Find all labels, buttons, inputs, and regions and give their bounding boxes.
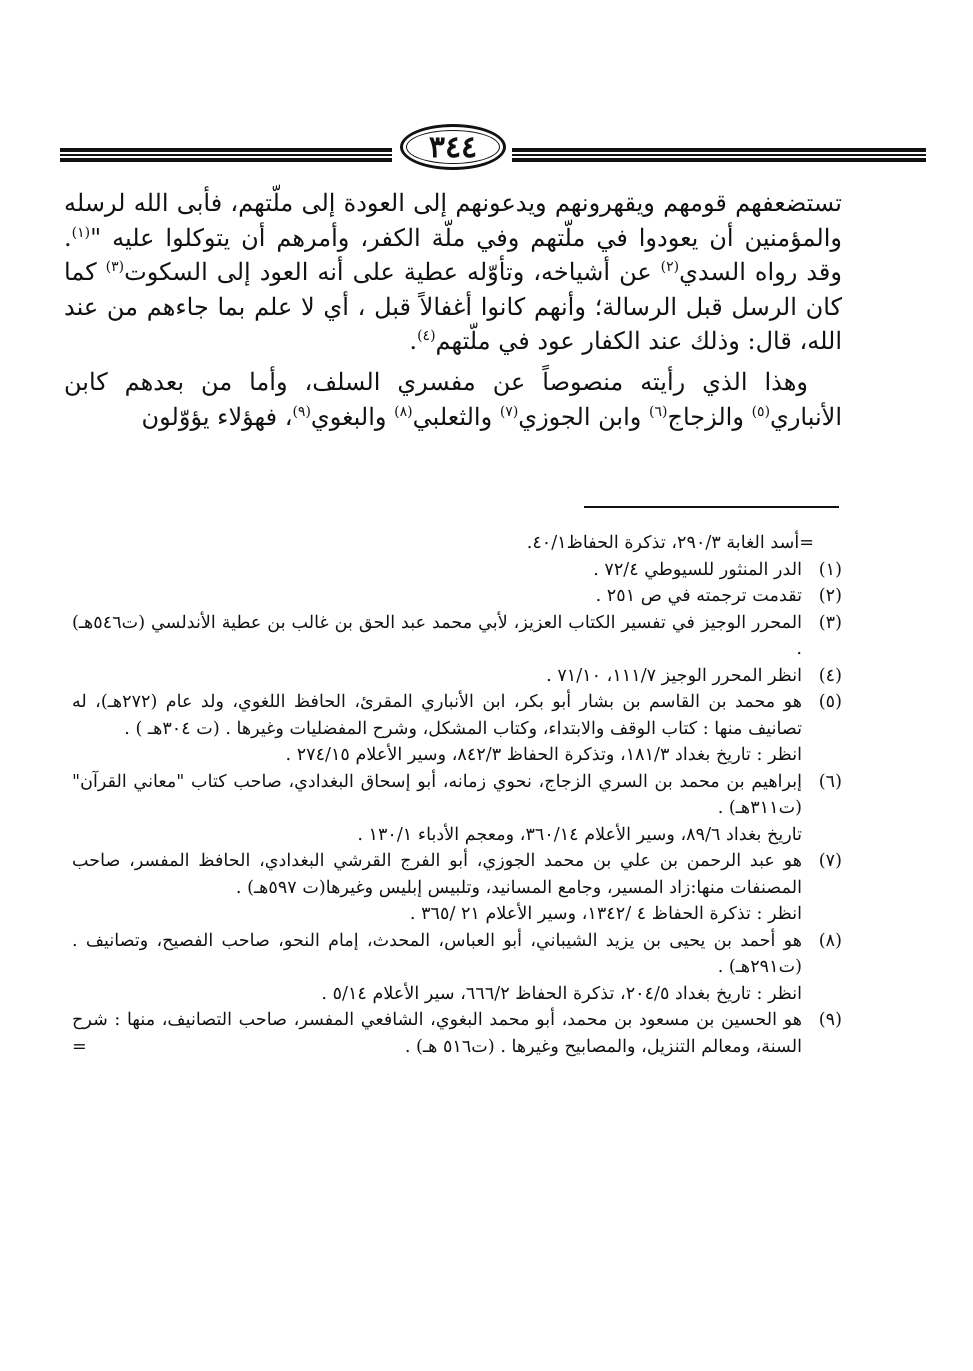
- text-run: ، فهؤلاء يؤوّلون: [141, 402, 293, 431]
- text-run: عن أشياخه، وتأوّله عطية على أنه العود إلى السكوت: [124, 258, 661, 287]
- footnote-ref-1[interactable]: (١): [71, 224, 91, 241]
- footnote-ref-8[interactable]: (٨): [394, 403, 413, 420]
- paragraph-2: [64, 365, 842, 434]
- footnote-8-source: انظر : تاريخ بغداد ٢٠٤/٥، تذكرة الحفاظ ٦٦٦/٢، سير الأعلام ٥/١٤ .: [321, 983, 802, 1004]
- header-rule-right: [512, 148, 926, 161]
- footnotes: [72, 530, 842, 1060]
- text-run: والثعلبي: [412, 402, 500, 431]
- text-run: وابن الجوزي: [518, 402, 649, 431]
- footnote-number: (٣): [818, 612, 842, 633]
- footnote-ref-9[interactable]: (٩): [292, 403, 311, 420]
- footnote-4: [72, 663, 842, 690]
- footnote-ref-7[interactable]: (٧): [499, 403, 519, 420]
- footnote-text: هو الحسين بن مسعود بن محمد، أبو محمد البغوي، الشافعي المفسر، صاحب التصانيف، منها : شرح السنة، ومعالم التنزيل، والمصابيح وغيرها . (ت٥١٦ هـ) .: [72, 1010, 802, 1057]
- footnote-2: [72, 583, 842, 610]
- text-run: . وقد رواه السدي: [64, 223, 842, 287]
- paragraph-1: [64, 186, 842, 359]
- footnote-number: (٨): [818, 930, 842, 951]
- footnote-ref-2[interactable]: (٢): [660, 259, 680, 276]
- footnote-text: هو عبد الرحمن بن علي بن محمد الجوزي، أبو الفرج القرشي البغدادي، الحافظ المفسر، صاحب المصنفات منها:زاد المسير، وجامع المسانيد، وتلبيس إبليس وغيرها(ت ٥٩٧هـ) .: [72, 851, 802, 898]
- footnote-text: انظر المحرر الوجيز ١١١/٧، ٧١/١٠ .: [546, 665, 802, 686]
- text-run: .: [409, 327, 418, 356]
- footnote-9: [72, 1007, 842, 1060]
- footnote-number: (٤): [818, 665, 842, 686]
- text-run: والزجاج: [667, 402, 752, 431]
- footnote-7: [72, 848, 842, 901]
- footnote-number: (٥): [818, 692, 842, 712]
- footnote-ref-6[interactable]: (٦): [649, 403, 668, 420]
- footnote-number: (٦): [818, 771, 842, 792]
- footnote-text: هو محمد بن القاسم بن بشار أبو بكر، ابن الأنباري المقرئ، الحافظ اللغوي، ولد عام (٢٧٢هـ)، له تصانيف منها : كتاب الوقف والابتداء، وكتاب المشكل، وشرح المفضليات وغيرها . (ت ٣٠٤هـ ) .: [72, 692, 802, 739]
- footnote-text: تقدمت ترجمته في ص ٢٥١ .: [595, 586, 802, 606]
- main-text: [64, 186, 842, 434]
- header-rule-left: [60, 148, 392, 161]
- footnote-ref-3[interactable]: (٣): [105, 259, 125, 276]
- footnote-text: الدر المنثور للسيوطي ٧٢/٤ .: [593, 559, 802, 580]
- footnote-number: (١): [818, 559, 842, 580]
- continuation-mark: =: [72, 1036, 87, 1057]
- footnote-1: [72, 557, 842, 584]
- footnote-8: [72, 928, 842, 981]
- footnote-number: (٢): [818, 586, 842, 606]
- footnote-5-source: انظر : تاريخ بغداد ١٨١/٣، وتذكرة الحفاظ ٨٤٢/٣، وسير الأعلام ٢٧٤/١٥ .: [285, 745, 802, 765]
- text-run: وهذا الذي رأيته منصوصاً عن مفسري السلف، وأما من بعدهم كابن الأنباري: [64, 367, 842, 431]
- footnote-number: (٩): [818, 1010, 842, 1030]
- footnote-separator: [584, 506, 839, 508]
- text-run: كما كان الرسل قبل الرسالة؛ وأنهم كانوا أغفالاً قبل ، أي لا علم بما جاءهم من عند الله، قال: وذلك عند الكفار عود في ملّتهم: [64, 258, 842, 356]
- footnote-6-source: تاريخ بغداد ٨٩/٦، وسير الأعلام ٣٦٠/١٤، ومعجم الأدباء ١٣٠/١ .: [357, 824, 802, 845]
- page-number: ٣٤٤: [428, 129, 478, 165]
- footnote-7-source: انظر : تذكرة الحفاظ ٤ /١٣٤٢، وسير الأعلام ٢١ /٣٦٥ .: [409, 904, 802, 924]
- footnote-text: إبراهيم بن محمد بن السري الزجاج، نحوي زمانه، أبو إسحاق البغدادي، صاحب كتاب "معاني القرآن" (ت٣١١هـ) .: [72, 771, 802, 818]
- footnote-text: المحرر الوجيز في تفسير الكتاب العزيز، لأبي محمد عبد الحق بن غالب بن عطية الأندلسي (ت٥٤٦هـ) .: [72, 612, 802, 659]
- text-run: والبغوي: [310, 402, 395, 431]
- footnote-3: [72, 610, 842, 663]
- footnote-continuation: =أسد الغابة ٢٩٠/٣، تذكرة الحفاظ٤٠/١.: [526, 533, 814, 553]
- text-run: تستضعفهم قومهم ويقهرونهم ويدعونهم إلى العودة إلى ملّتهم، فأبى الله لرسله والمؤمنين أن يعودوا في ملّتهم وفي ملّة الكفر، وأمرهم أن يتوكلوا عليه ": [64, 189, 842, 252]
- page-header: [60, 118, 926, 176]
- footnote-number: (٧): [818, 851, 842, 871]
- footnote-ref-4[interactable]: (٤): [417, 328, 436, 345]
- footnote-5: [72, 689, 842, 742]
- page-number-ornament: [400, 124, 506, 170]
- footnote-6: [72, 769, 842, 822]
- footnote-text: هو أحمد بن يحيى بن يزيد الشيباني، أبو العباس، المحدث، إمام النحو، صاحب الفصيح، وتصانيف . (ت٢٩١هـ) .: [72, 930, 802, 977]
- footnote-ref-5[interactable]: (٥): [751, 403, 771, 420]
